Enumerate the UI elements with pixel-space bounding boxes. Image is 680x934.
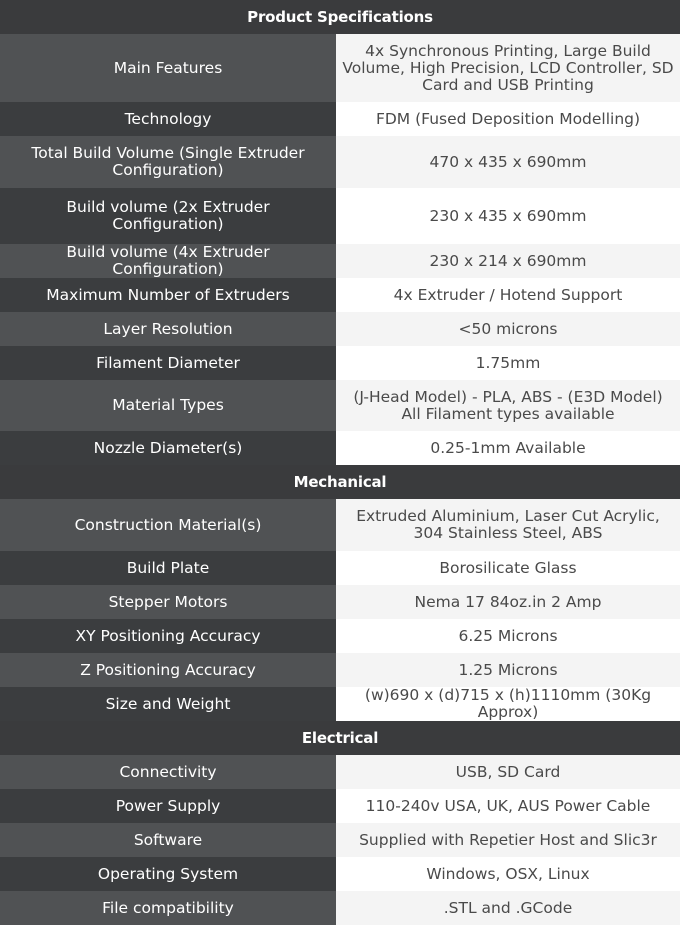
spec-value: Windows, OSX, Linux bbox=[336, 857, 680, 891]
spec-label: Connectivity bbox=[0, 755, 336, 789]
spec-value: Supplied with Repetier Host and Slic3r bbox=[336, 823, 680, 857]
spec-value: 1.75mm bbox=[336, 346, 680, 380]
spec-row bbox=[0, 585, 680, 619]
spec-label: Layer Resolution bbox=[0, 312, 336, 346]
spec-value: 4x Synchronous Printing, Large Build Volume, High Precision, LCD Controller, SD Card and USB Printing bbox=[336, 34, 680, 102]
spec-label: Main Features bbox=[0, 34, 336, 102]
spec-label: XY Positioning Accuracy bbox=[0, 619, 336, 653]
spec-label: Construction Material(s) bbox=[0, 499, 336, 551]
spec-label: Stepper Motors bbox=[0, 585, 336, 619]
spec-row bbox=[0, 312, 680, 346]
spec-value: 0.25-1mm Available bbox=[336, 431, 680, 465]
spec-value: 110-240v USA, UK, AUS Power Cable bbox=[336, 789, 680, 823]
spec-row bbox=[0, 687, 680, 721]
spec-value: 4x Extruder / Hotend Support bbox=[336, 278, 680, 312]
spec-value: .STL and .GCode bbox=[336, 891, 680, 925]
spec-label: Technology bbox=[0, 102, 336, 136]
spec-label: Filament Diameter bbox=[0, 346, 336, 380]
spec-row bbox=[0, 244, 680, 278]
spec-value: (J-Head Model) - PLA, ABS - (E3D Model) All Filament types available bbox=[336, 380, 680, 431]
spec-value: FDM (Fused Deposition Modelling) bbox=[336, 102, 680, 136]
spec-value: 1.25 Microns bbox=[336, 653, 680, 687]
spec-row bbox=[0, 136, 680, 188]
spec-label: Build volume (4x Extruder Configuration) bbox=[0, 244, 336, 278]
spec-value: 230 x 214 x 690mm bbox=[336, 244, 680, 278]
spec-row bbox=[0, 755, 680, 789]
spec-value: <50 microns bbox=[336, 312, 680, 346]
section-header: Product Specifications bbox=[0, 0, 680, 34]
spec-value: 230 x 435 x 690mm bbox=[336, 188, 680, 244]
spec-row bbox=[0, 857, 680, 891]
spec-row bbox=[0, 102, 680, 136]
spec-row bbox=[0, 380, 680, 431]
spec-value: 6.25 Microns bbox=[336, 619, 680, 653]
spec-label: Operating System bbox=[0, 857, 336, 891]
spec-label: Total Build Volume (Single Extruder Configuration) bbox=[0, 136, 336, 188]
spec-label: Nozzle Diameter(s) bbox=[0, 431, 336, 465]
spec-row bbox=[0, 619, 680, 653]
spec-row bbox=[0, 188, 680, 244]
spec-row bbox=[0, 823, 680, 857]
section-header: Mechanical bbox=[0, 465, 680, 499]
section-header: Electrical bbox=[0, 721, 680, 755]
spec-label: Maximum Number of Extruders bbox=[0, 278, 336, 312]
spec-row bbox=[0, 278, 680, 312]
spec-label: File compatibility bbox=[0, 891, 336, 925]
spec-value: (w)690 x (d)715 x (h)1110mm (30Kg Approx) bbox=[336, 687, 680, 721]
spec-row bbox=[0, 346, 680, 380]
spec-label: Material Types bbox=[0, 380, 336, 431]
spec-value: Borosilicate Glass bbox=[336, 551, 680, 585]
spec-value: Nema 17 84oz.in 2 Amp bbox=[336, 585, 680, 619]
spec-label: Power Supply bbox=[0, 789, 336, 823]
spec-row bbox=[0, 653, 680, 687]
spec-row bbox=[0, 431, 680, 465]
spec-row bbox=[0, 499, 680, 551]
spec-label: Software bbox=[0, 823, 336, 857]
spec-label: Build volume (2x Extruder Configuration) bbox=[0, 188, 336, 244]
spec-value: USB, SD Card bbox=[336, 755, 680, 789]
spec-label: Z Positioning Accuracy bbox=[0, 653, 336, 687]
spec-label: Size and Weight bbox=[0, 687, 336, 721]
spec-row bbox=[0, 891, 680, 925]
spec-row bbox=[0, 789, 680, 823]
spec-row bbox=[0, 34, 680, 102]
spec-value: 470 x 435 x 690mm bbox=[336, 136, 680, 188]
spec-value: Extruded Aluminium, Laser Cut Acrylic, 304 Stainless Steel, ABS bbox=[336, 499, 680, 551]
spec-label: Build Plate bbox=[0, 551, 336, 585]
spec-row bbox=[0, 551, 680, 585]
